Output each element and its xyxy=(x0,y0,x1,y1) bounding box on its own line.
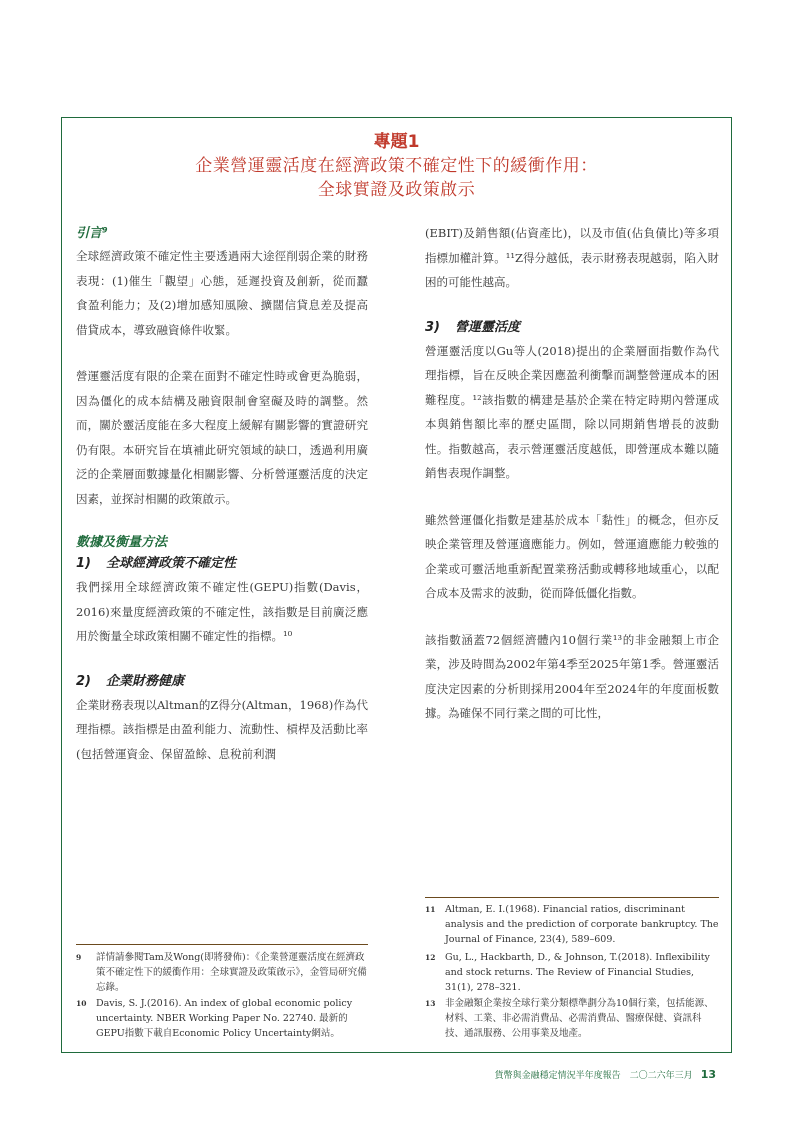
subsection-3-number: 3) xyxy=(425,319,440,335)
subsection-2-number: 2) xyxy=(76,673,91,689)
subsection-1-title: 全球經濟政策不確定性 xyxy=(106,556,237,571)
footer-publication: 貨幣與金融穩定情況半年度報告 二〇二六年三月 xyxy=(494,1071,693,1081)
intro-paragraph-2: 營運靈活度有限的企業在面對不確定性時或會更為脆弱，因為僵化的成本結構及融資限制會窒礙及時的調整。然而，關於靈活度能在多大程度上緩解有關影響的實證研究仍有限。本研究旨在填補此研究領域的缺口，透過利用廣泛的企業層面數據量化相關影響、分析營運靈活度的決定因素，並探討相關的政策啟示。 xyxy=(76,369,368,506)
footnote-9-number: 9 xyxy=(76,953,82,962)
footnote-10-text: Davis, S. J.(2016). An index of global economic policy uncertainty. NBER Working Paper No. 22740. 最新的GEPU指數下載自Economic Policy Uncertainty網站。 xyxy=(96,998,353,1039)
page-number: 13 xyxy=(700,1068,716,1081)
subsection-2-heading xyxy=(76,671,368,693)
subsection-2-title: 企業財務健康 xyxy=(106,673,185,689)
intro-paragraph-1: 全球經濟政策不確定性主要透過兩大途徑削弱企業的財務表現：(1)催生「觀望」心態，延遲投資及創新，從而蠶食盈利能力；及(2)增加感知風險、擴闊信貸息差及提高借貸成本，導致融資條件收緊。 xyxy=(76,249,368,337)
left-column xyxy=(76,224,368,788)
title-line-1: 企業營運靈活度在經濟政策不確定性下的緩衝作用： xyxy=(195,156,598,176)
left-footnote-rule xyxy=(76,944,368,945)
footnote-10 xyxy=(76,996,368,1041)
page-footer xyxy=(495,1068,716,1081)
right-column xyxy=(425,221,719,748)
footnote-9-text: 詳情請參閱Tam及Wong(即將發佈)：《企業營運靈活度在經濟政策不確定性下的緩衝作用：全球實證及政策啟示》，金管局研究備忘錄。 xyxy=(96,952,367,993)
continued-text: (EBIT)及銷售額(佔資產比)，以及市值(佔負債比)等多項指標加權計算。¹¹Z得分越低，表示財務表現越弱，陷入財困的可能性越高。 xyxy=(425,226,719,289)
subsection-3-paragraph-3: 該指數涵蓋72個經濟體內10個行業¹³的非金融類上市企業，涉及時間為2002年第4季至2025年第1季。營運靈活度決定因素的分析則採用2004年至2024年的年度面板數據。為確保不同行業之間的可比性， xyxy=(425,632,719,720)
footnote-12-text: Gu, L., Hackbarth, D., & Johnson, T.(2018). Inflexibility and stock returns. The Review of Financial Studies, 31(1), 278–321. xyxy=(445,952,710,993)
footnote-11-number: 11 xyxy=(425,905,436,914)
title-line-2: 全球實證及政策啟示 xyxy=(317,180,476,200)
footnote-11-text: Altman, E. I.(1968). Financial ratios, discriminant analysis and the prediction of corporate bankruptcy. The Journal of Finance, 23(4), 589–609. xyxy=(445,904,719,945)
subsection-3-paragraph-2: 雖然營運僵化指數是建基於成本「黏性」的概念，但亦反映企業管理及營運適應能力。例如，營運適應能力較強的企業或可靈活地重新配置業務活動或轉移地域重心，以配合成本及需求的波動，從而降低僵化指數。 xyxy=(425,512,719,600)
data-method-heading: 數據及衡量方法 xyxy=(76,535,168,550)
footnote-13 xyxy=(425,996,719,1041)
subsection-1-heading xyxy=(76,553,368,575)
footnote-13-text: 非金融類企業按全球行業分類標準劃分為10個行業，包括能源、材料、工業、非必需消費品、必需消費品、醫療保健、資訊科技、通訊服務、公用事業及地產。 xyxy=(445,998,714,1039)
footnote-11 xyxy=(425,902,719,947)
article-title xyxy=(61,130,732,202)
intro-heading: 引言⁹ xyxy=(76,226,108,241)
subsection-3-title: 營運靈活度 xyxy=(455,319,521,335)
subsection-2-text: 企業財務表現以Altman的Z得分(Altman，1968)作為代理指標。該指標是由盈利能力、流動性、槓桿及活動比率(包括營運資金、保留盈餘、息稅前利潤 xyxy=(76,697,368,761)
footnote-12 xyxy=(425,950,719,995)
footnote-12-number: 12 xyxy=(425,953,436,962)
subsection-3-heading xyxy=(425,317,719,339)
footnote-9 xyxy=(76,950,368,995)
right-footnote-rule xyxy=(425,897,719,898)
subsection-3-paragraph-1: 營運靈活度以Gu等人(2018)提出的企業層面指數作為代理指標，旨在反映企業因應盈利衝擊而調整營運成本的困難程度。¹²該指數的構建是基於企業在特定時期內營運成本與銷售額比率的歷史區間，除以同期銷售增長的波動性。指數越高，表示營運靈活度越低，即營運成本難以隨銷售表現作調整。 xyxy=(425,343,719,480)
footnote-13-number: 13 xyxy=(425,999,436,1008)
subsection-1-number: 1) xyxy=(76,556,91,571)
box-number: 專題1 xyxy=(373,132,420,152)
footnote-10-number: 10 xyxy=(76,999,87,1008)
subsection-1-text: 我們採用全球經濟政策不確定性(GEPU)指數(Davis，2016)來量度經濟政策的不確定性，該指數是目前廣泛應用於衡量全球政策相關不確定性的指標。¹⁰ xyxy=(76,580,368,643)
